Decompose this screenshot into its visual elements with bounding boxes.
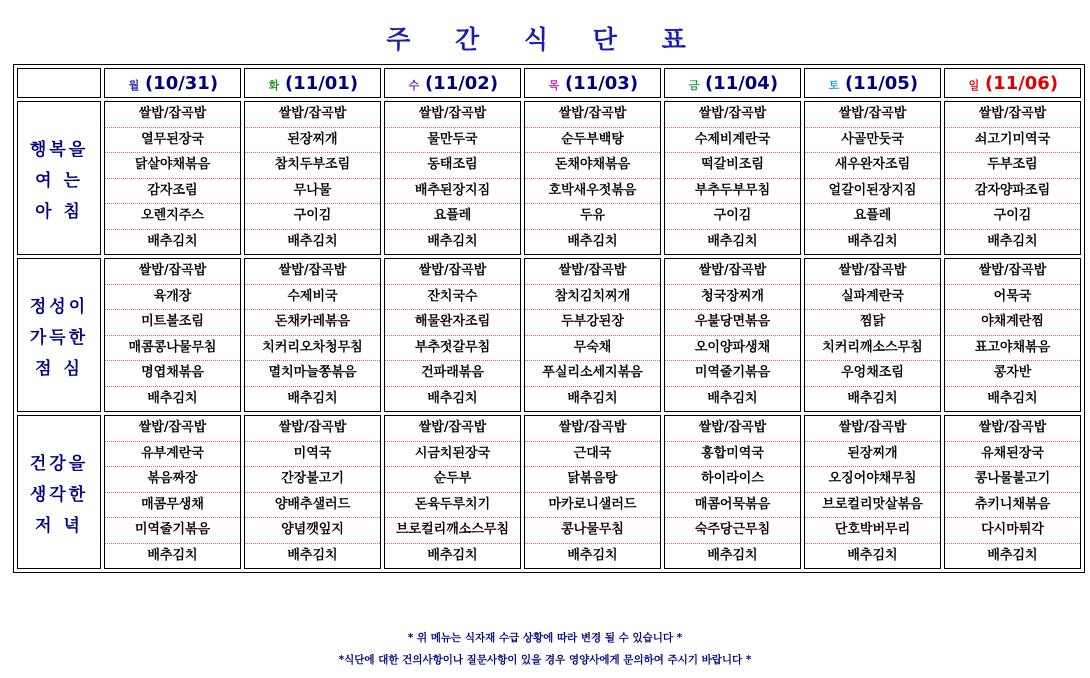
day-icon: 월 xyxy=(128,78,140,92)
menu-item: 배추김치 xyxy=(707,233,758,249)
menu-item: 쌀밥/잡곡밥 xyxy=(385,102,520,128)
menu-cell xyxy=(104,101,241,255)
menu-item: 배추김치 xyxy=(847,390,898,406)
menu-item: 쌀밥/잡곡밥 xyxy=(245,416,380,442)
menu-item: 콩자반 xyxy=(945,361,1080,387)
day-icon: 토 xyxy=(828,78,840,92)
day-header-sun xyxy=(944,68,1081,98)
menu-item: 매콤무생채 xyxy=(105,493,240,519)
menu-item: 떡갈비조림 xyxy=(665,153,800,179)
menu-item: 하이라이스 xyxy=(665,467,800,493)
menu-item: 배추김치 xyxy=(567,547,618,563)
menu-item: 부추젓갈무침 xyxy=(385,336,520,362)
menu-item: 쌀밥/잡곡밥 xyxy=(245,259,380,285)
menu-cell xyxy=(384,101,521,255)
menu-item: 돈육두루치기 xyxy=(385,493,520,519)
menu-item: 쇠고기미역국 xyxy=(945,128,1080,154)
menu-item: 배추김치 xyxy=(847,547,898,563)
day-date: (11/05) xyxy=(844,72,919,94)
menu-item: 양념깻잎지 xyxy=(245,518,380,544)
menu-item: 청국장찌개 xyxy=(665,285,800,311)
menu-item: 쌀밥/잡곡밥 xyxy=(105,259,240,285)
menu-item: 새우완자조림 xyxy=(805,153,940,179)
menu-item: 근대국 xyxy=(525,442,660,468)
menu-item: 쌀밥/잡곡밥 xyxy=(805,102,940,128)
menu-item: 쌀밥/잡곡밥 xyxy=(945,102,1080,128)
day-header-wed xyxy=(384,68,521,98)
menu-item: 무나물 xyxy=(245,179,380,205)
menu-item: 부추두부무침 xyxy=(665,179,800,205)
menu-item: 돈채야채볶음 xyxy=(525,153,660,179)
menu-item: 쌀밥/잡곡밥 xyxy=(665,102,800,128)
menu-item: 해물완자조림 xyxy=(385,310,520,336)
menu-item: 양배추샐러드 xyxy=(245,493,380,519)
menu-item: 다시마튀각 xyxy=(945,518,1080,544)
menu-item: 홍합미역국 xyxy=(665,442,800,468)
menu-item: 참치김치찌개 xyxy=(525,285,660,311)
menu-item: 유부계란국 xyxy=(105,442,240,468)
menu-item: 쌀밥/잡곡밥 xyxy=(385,416,520,442)
menu-item: 오징어야채무침 xyxy=(805,467,940,493)
menu-cell xyxy=(384,258,521,412)
menu-item: 쌀밥/잡곡밥 xyxy=(525,416,660,442)
menu-item: 두부조림 xyxy=(945,153,1080,179)
meal-label xyxy=(17,101,101,255)
menu-cell xyxy=(664,415,801,569)
weekly-menu-table xyxy=(13,64,1085,573)
menu-item: 우불당면볶음 xyxy=(665,310,800,336)
day-icon: 수 xyxy=(408,78,420,92)
day-date: (11/02) xyxy=(424,72,499,94)
menu-item: 오이양파생채 xyxy=(665,336,800,362)
menu-item: 볶음짜장 xyxy=(105,467,240,493)
day-date: (11/03) xyxy=(564,72,639,94)
menu-item: 얼갈이된장지짐 xyxy=(805,179,940,205)
menu-item: 무숙채 xyxy=(525,336,660,362)
menu-item: 된장찌개 xyxy=(805,442,940,468)
menu-item: 쌀밥/잡곡밥 xyxy=(525,259,660,285)
menu-item: 두유 xyxy=(525,204,660,230)
day-header-thu xyxy=(524,68,661,98)
menu-cell xyxy=(524,258,661,412)
menu-item: 닭살야채볶음 xyxy=(105,153,240,179)
menu-cell xyxy=(244,415,381,569)
menu-item: 배추김치 xyxy=(987,233,1038,249)
menu-item: 쌀밥/잡곡밥 xyxy=(945,416,1080,442)
day-icon: 일 xyxy=(968,78,980,92)
menu-item: 쌀밥/잡곡밥 xyxy=(805,259,940,285)
menu-item: 배추김치 xyxy=(287,547,338,563)
menu-item: 콩나물무침 xyxy=(525,518,660,544)
corner-cell xyxy=(17,68,101,98)
menu-cell xyxy=(944,258,1081,412)
menu-item: 닭볶음탕 xyxy=(525,467,660,493)
menu-item: 배추김치 xyxy=(707,390,758,406)
menu-cell xyxy=(944,415,1081,569)
day-header-tue xyxy=(244,68,381,98)
menu-item: 요플레 xyxy=(805,204,940,230)
menu-item: 구이김 xyxy=(245,204,380,230)
menu-item: 미역줄기볶음 xyxy=(105,518,240,544)
menu-item: 유채된장국 xyxy=(945,442,1080,468)
menu-item: 단호박버무리 xyxy=(805,518,940,544)
menu-item: 호박새우젓볶음 xyxy=(525,179,660,205)
day-date: (11/01) xyxy=(284,72,359,94)
menu-item: 쌀밥/잡곡밥 xyxy=(525,102,660,128)
meal-label-line: 점 심 xyxy=(35,358,83,379)
meal-label-line: 건강을 xyxy=(29,453,89,474)
menu-cell xyxy=(244,101,381,255)
menu-item: 돈채카레볶음 xyxy=(245,310,380,336)
menu-item: 쌀밥/잡곡밥 xyxy=(805,416,940,442)
menu-item: 어묵국 xyxy=(945,285,1080,311)
menu-item: 배추김치 xyxy=(427,233,478,249)
menu-item: 배추김치 xyxy=(567,233,618,249)
day-header-sat xyxy=(804,68,941,98)
menu-item: 숙주당근무침 xyxy=(665,518,800,544)
menu-item: 미역줄기볶음 xyxy=(665,361,800,387)
day-date: (11/04) xyxy=(704,72,779,94)
menu-item: 배추김치 xyxy=(427,390,478,406)
menu-item: 배추김치 xyxy=(847,233,898,249)
day-date: (10/31) xyxy=(144,72,219,94)
menu-item: 미역국 xyxy=(245,442,380,468)
menu-cell xyxy=(804,101,941,255)
meal-label xyxy=(17,258,101,412)
menu-cell xyxy=(664,101,801,255)
menu-item: 치커리오차청무침 xyxy=(245,336,380,362)
menu-item: 쌀밥/잡곡밥 xyxy=(105,416,240,442)
menu-cell xyxy=(944,101,1081,255)
menu-item: 된장찌개 xyxy=(245,128,380,154)
menu-item: 수제비계란국 xyxy=(665,128,800,154)
menu-item: 배추김치 xyxy=(987,390,1038,406)
menu-item: 배추김치 xyxy=(987,547,1038,563)
menu-item: 배추김치 xyxy=(147,233,198,249)
meal-row-breakfast xyxy=(17,101,1081,255)
meal-row-dinner xyxy=(17,415,1081,569)
day-icon: 금 xyxy=(688,78,700,92)
menu-item: 수제비국 xyxy=(245,285,380,311)
menu-cell xyxy=(104,415,241,569)
day-header-fri xyxy=(664,68,801,98)
menu-item: 구이김 xyxy=(945,204,1080,230)
menu-item: 쌀밥/잡곡밥 xyxy=(245,102,380,128)
menu-item: 배추김치 xyxy=(147,390,198,406)
meal-label-line: 아 침 xyxy=(35,201,83,222)
meal-row-lunch xyxy=(17,258,1081,412)
menu-cell xyxy=(524,415,661,569)
meal-label xyxy=(17,415,101,569)
menu-cell xyxy=(804,415,941,569)
notice-line-2: *식단에 대한 건의사항이나 질문사항이 있을 경우 영양사에게 문의하여 주시기 바랍니다 * xyxy=(338,654,752,666)
menu-item: 매콤어묵볶음 xyxy=(665,493,800,519)
menu-item: 츄키니채볶음 xyxy=(945,493,1080,519)
menu-cell xyxy=(104,258,241,412)
menu-item: 브로컬리맛살볶음 xyxy=(805,493,940,519)
menu-item: 참치두부조림 xyxy=(245,153,380,179)
menu-item: 쌀밥/잡곡밥 xyxy=(105,102,240,128)
menu-item: 감자양파조림 xyxy=(945,179,1080,205)
menu-item: 두부강된장 xyxy=(525,310,660,336)
meal-label-line: 저 녁 xyxy=(35,515,83,536)
menu-item: 쌀밥/잡곡밥 xyxy=(385,259,520,285)
menu-item: 콩나물불고기 xyxy=(945,467,1080,493)
menu-item: 푸실리소세지볶음 xyxy=(525,361,660,387)
menu-item: 배추된장지짐 xyxy=(385,179,520,205)
menu-item: 배추김치 xyxy=(567,390,618,406)
menu-item: 순두부백탕 xyxy=(525,128,660,154)
menu-item: 쌀밥/잡곡밥 xyxy=(665,259,800,285)
notice-line-1: * 위 메뉴는 식자재 수급 상황에 따라 변경 될 수 있습니다 * xyxy=(407,632,683,644)
day-icon: 목 xyxy=(548,78,560,92)
meal-label-line: 생각한 xyxy=(29,484,89,505)
menu-item: 열무된장국 xyxy=(105,128,240,154)
menu-item: 명엽채볶음 xyxy=(105,361,240,387)
meal-label-line: 정성이 xyxy=(29,296,89,317)
menu-item: 사골만둣국 xyxy=(805,128,940,154)
menu-item: 브로컬리깨소스무침 xyxy=(385,518,520,544)
meal-label-line: 여 는 xyxy=(35,170,83,191)
menu-item: 순두부 xyxy=(385,467,520,493)
menu-item: 동태조림 xyxy=(385,153,520,179)
menu-item: 육개장 xyxy=(105,285,240,311)
menu-item: 구이김 xyxy=(665,204,800,230)
menu-item: 배추김치 xyxy=(147,547,198,563)
menu-item: 쌀밥/잡곡밥 xyxy=(665,416,800,442)
menu-cell xyxy=(384,415,521,569)
menu-item: 표고야채볶음 xyxy=(945,336,1080,362)
menu-item: 실파계란국 xyxy=(805,285,940,311)
menu-item: 야채계란찜 xyxy=(945,310,1080,336)
menu-cell xyxy=(524,101,661,255)
meal-label-line: 행복을 xyxy=(29,139,89,160)
menu-cell xyxy=(244,258,381,412)
menu-item: 감자조림 xyxy=(105,179,240,205)
menu-item: 마카로니샐러드 xyxy=(525,493,660,519)
menu-item: 쌀밥/잡곡밥 xyxy=(945,259,1080,285)
meal-label-line: 가득한 xyxy=(29,327,89,348)
page-title: 주 간 식 단 표 xyxy=(386,25,704,54)
day-header-mon xyxy=(104,68,241,98)
menu-item: 요플레 xyxy=(385,204,520,230)
menu-item: 배추김치 xyxy=(287,233,338,249)
menu-item: 우엉채조림 xyxy=(805,361,940,387)
menu-item: 미트볼조림 xyxy=(105,310,240,336)
header-row xyxy=(17,68,1081,98)
menu-cell xyxy=(664,258,801,412)
menu-item: 치커리깨소스무침 xyxy=(805,336,940,362)
menu-item: 매콤콩나물무침 xyxy=(105,336,240,362)
menu-cell xyxy=(804,258,941,412)
menu-item: 배추김치 xyxy=(427,547,478,563)
day-icon: 화 xyxy=(268,78,280,92)
menu-item: 멸치마늘쫑볶음 xyxy=(245,361,380,387)
day-date: (11/06) xyxy=(984,72,1059,94)
menu-item: 잔치국수 xyxy=(385,285,520,311)
menu-item: 시금치된장국 xyxy=(385,442,520,468)
menu-item: 배추김치 xyxy=(287,390,338,406)
menu-item: 간장불고기 xyxy=(245,467,380,493)
menu-item: 찜닭 xyxy=(805,310,940,336)
menu-item: 배추김치 xyxy=(707,547,758,563)
menu-item: 오렌지주스 xyxy=(105,204,240,230)
menu-item: 건파래볶음 xyxy=(385,361,520,387)
menu-item: 물만두국 xyxy=(385,128,520,154)
